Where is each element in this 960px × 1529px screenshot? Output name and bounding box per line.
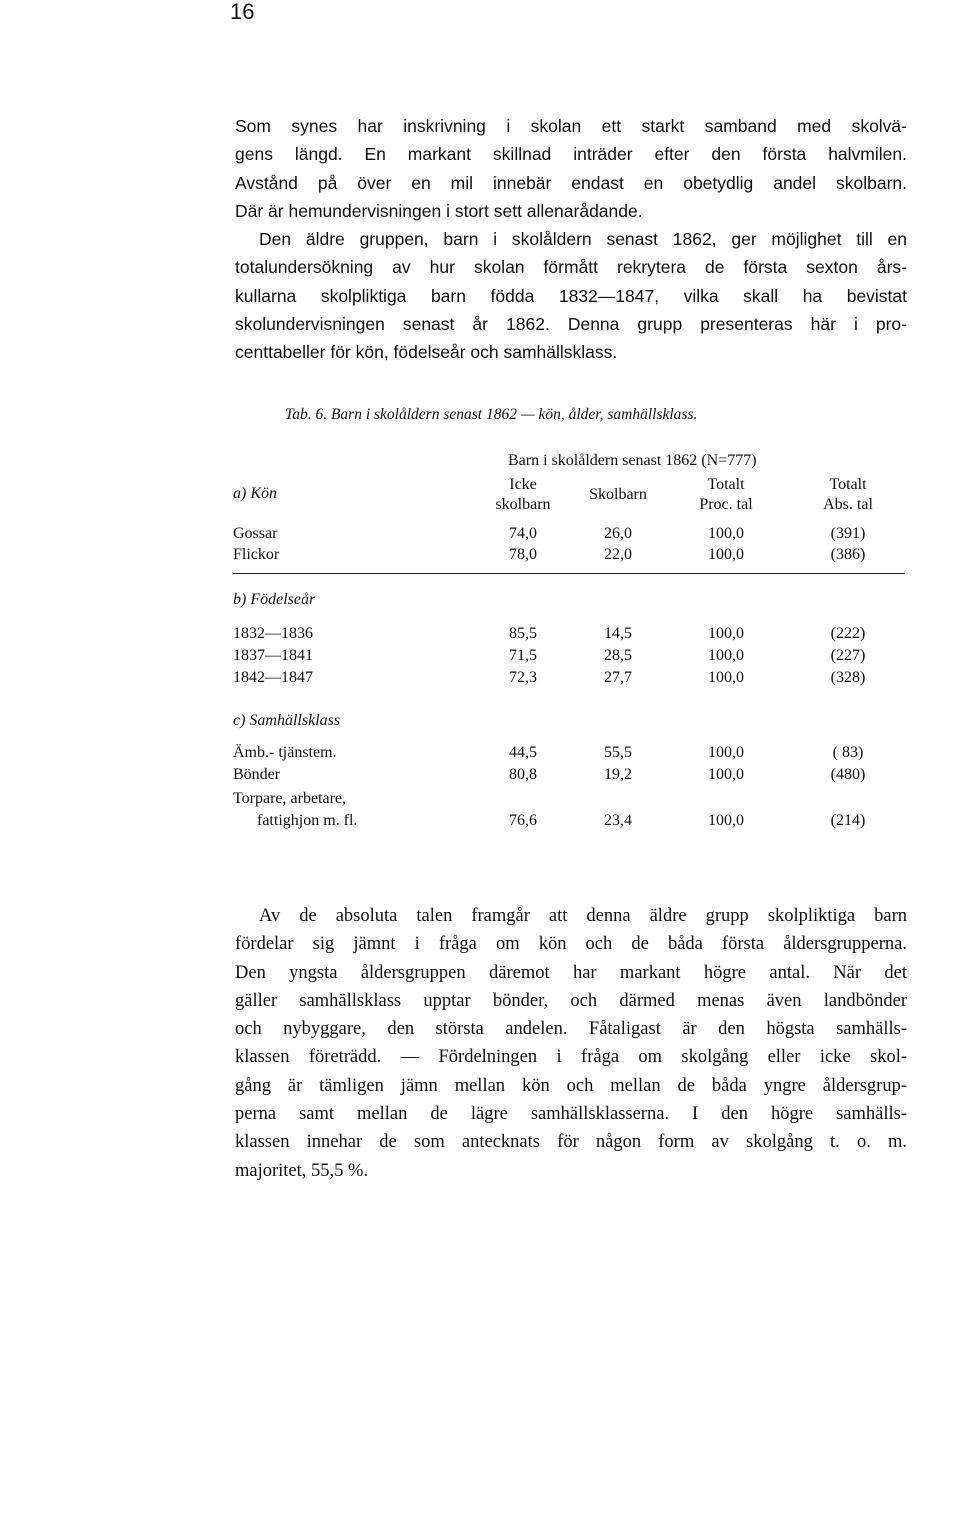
text-line: totalundersökning av hur skolan förmått rekrytera de första sexton års- (235, 257, 907, 278)
cell-proc: 100,0 (708, 669, 744, 686)
cell-icke: 71,5 (509, 647, 537, 664)
text-line: centtabeller för kön, födelseår och samhällsklass. (235, 342, 618, 363)
row-label: fattighjon m. fl. (257, 812, 358, 829)
text-line: klassen innehar de som antecknats för någon form av skolgång t. o. m. (235, 1132, 907, 1153)
cell-proc: 100,0 (708, 744, 744, 761)
cell-skolbarn: 19,2 (604, 766, 632, 783)
col-header-proc-line2: Proc. tal (699, 496, 753, 513)
col-header-abs-line2: Abs. tal (823, 496, 873, 513)
table-span-header: Barn i skolåldern senast 1862 (N=777) (508, 452, 757, 469)
page-number: 16 (230, 0, 255, 24)
cell-icke: 74,0 (509, 525, 537, 542)
col-header-abs-line1: Totalt (829, 476, 867, 493)
cell-proc: 100,0 (708, 647, 744, 664)
section-label-kon: a) Kön (233, 485, 277, 502)
cell-proc: 100,0 (708, 766, 744, 783)
text-line: majoritet, 55,5 %. (235, 1160, 369, 1181)
cell-proc: 100,0 (708, 812, 744, 829)
cell-icke: 78,0 (509, 546, 537, 563)
cell-abs: (214) (830, 812, 866, 829)
text-line: kullarna skolpliktiga barn födda 1832—1847, vilka skall ha bevistat (235, 285, 907, 306)
text-line: skolundervisningen senast år 1862. Denna grupp presenteras här i pro- (235, 314, 907, 335)
text-line: Avstånd på över en mil innebär endast en obetydlig andel skolbarn. (235, 172, 907, 193)
paragraph-intro (235, 112, 907, 367)
cell-icke: 80,8 (509, 766, 537, 783)
cell-icke: 72,3 (509, 669, 537, 686)
cell-skolbarn: 26,0 (604, 525, 632, 542)
row-label: Bönder (233, 766, 281, 783)
cell-skolbarn: 27,7 (604, 669, 632, 686)
text-line: Där är hemundervisningen i stort sett allenarådande. (235, 200, 643, 221)
cell-skolbarn: 55,5 (604, 744, 632, 761)
cell-abs: ( 83) (832, 744, 864, 761)
cell-proc: 100,0 (708, 546, 744, 563)
cell-icke: 76,6 (509, 812, 537, 829)
cell-abs: (227) (830, 647, 866, 664)
text-line: Som synes har inskrivning i skolan ett starkt samband med skolvä- (235, 116, 907, 136)
text-line: gens längd. En markant skillnad inträder efter den första halvmilen. (235, 144, 907, 165)
table-divider (233, 573, 905, 574)
cell-abs: (222) (830, 625, 866, 642)
table-caption: Tab. 6. Barn i skolåldern senast 1862 — kön, ålder, samhällsklass. (285, 406, 698, 423)
row-label: Gossar (233, 525, 278, 542)
text-line: gång är tämligen jämn mellan kön och mellan de båda yngre åldersgrup- (235, 1075, 907, 1096)
row-label: Torpare, arbetare, (233, 790, 347, 807)
cell-proc: 100,0 (708, 625, 744, 642)
col-header-icke-line1: Icke (509, 476, 537, 493)
text-line: och nybyggare, den största andelen. Fåtaligast är den högsta samhälls- (235, 1019, 907, 1040)
cell-proc: 100,0 (708, 525, 744, 542)
text-line: Av de absoluta talen framgår att denna äldre grupp skolpliktiga barn (259, 906, 907, 926)
cell-icke: 85,5 (509, 625, 537, 642)
paragraph-conclusion (235, 902, 907, 1185)
text-line: gäller samhällsklass upptar bönder, och därmed menas även landbönder (235, 990, 907, 1011)
section-label-samhallsklass: c) Samhällsklass (233, 712, 341, 729)
cell-abs: (480) (830, 766, 866, 783)
text-line: Den äldre gruppen, barn i skolåldern senast 1862, ger möjlighet till en (259, 229, 907, 250)
row-label: 1832—1836 (233, 625, 313, 642)
cell-abs: (328) (830, 669, 866, 686)
cell-skolbarn: 14,5 (604, 625, 632, 642)
row-label: 1842—1847 (233, 669, 313, 686)
text-line: Den yngsta åldersgruppen däremot har markant högre antal. När det (235, 962, 907, 983)
cell-skolbarn: 22,0 (604, 546, 632, 563)
cell-abs: (386) (830, 546, 866, 563)
row-label: Ämb.- tjänstem. (233, 744, 337, 761)
col-header-icke-line2: skolbarn (495, 496, 551, 513)
row-label: Flickor (233, 546, 280, 563)
cell-skolbarn: 28,5 (604, 647, 632, 664)
cell-skolbarn: 23,4 (604, 812, 632, 829)
cell-abs: (391) (830, 525, 866, 542)
section-label-fodelsear: b) Födelseår (233, 591, 316, 608)
col-header-skolbarn: Skolbarn (589, 486, 647, 503)
text-line: fördelar sig jämnt i fråga om kön och de båda första åldersgrupperna. (235, 934, 907, 955)
text-line: perna samt mellan de lägre samhällsklasserna. I den högre samhälls- (235, 1104, 907, 1125)
cell-icke: 44,5 (509, 744, 537, 761)
col-header-proc-line1: Totalt (707, 476, 745, 493)
row-label: 1837—1841 (233, 647, 313, 664)
text-line: klassen företrädd. — Fördelningen i fråga om skolgång eller icke skol- (235, 1047, 907, 1068)
